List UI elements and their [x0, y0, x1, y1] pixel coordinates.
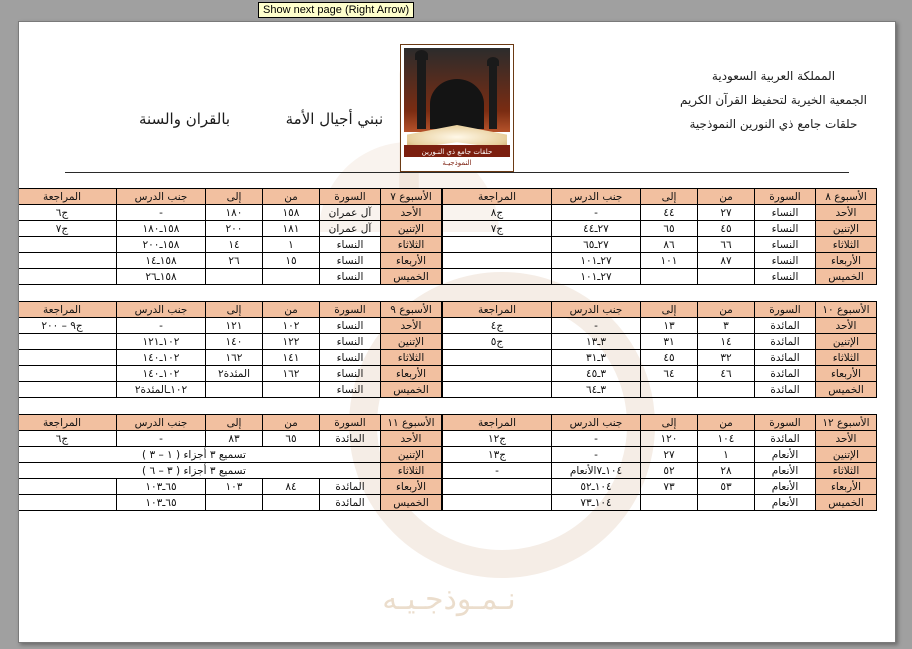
logo-band-bottom: النموذجيـة [404, 157, 510, 169]
table-row: الثلاثاء الأنعام ٢٨ ٥٢ ١٠٤ـ٧الأنعام - [443, 463, 877, 479]
week-label-9: الأسبوع ٩ [381, 302, 442, 318]
col-review: المراجعة [443, 189, 552, 205]
table-row: الأحد المائدة ٦٥ ٨٣ - ج٦ [18, 431, 442, 447]
document-page [18, 21, 896, 643]
col-to: إلى [206, 189, 263, 205]
col-sura: السورة [320, 415, 381, 431]
week-label-7: الأسبوع ٧ [381, 189, 442, 205]
table-row: الإتنين النساء ١٢٢ ١٤٠ ١٠٢ـ١٢١ [18, 334, 442, 350]
col-review: المراجعة [443, 302, 552, 318]
schedule-grid [37, 188, 877, 632]
slogan-left-part: نبني أجيال الأمة [285, 110, 384, 128]
schedule-row-1 [37, 188, 877, 285]
table-row: الإتنين المائدة ١٤ ٣١ ٣ـ١٣ ج٥ [443, 334, 877, 350]
slogan-right-part: بالقران والسنة [139, 110, 231, 128]
col-side-lesson: جنب الدرس [552, 302, 641, 318]
col-to: إلى [641, 189, 698, 205]
table-row: الأحد المائدة ١٠٤ ١٢٠ - ج١٢ [443, 431, 877, 447]
col-sura: السورة [755, 415, 816, 431]
week-label-8: الأسبوع ٨ [816, 189, 877, 205]
table-row: الإتنين تسميع ٣ أجزاء ( ١ – ٣ ) [18, 447, 442, 463]
col-from: من [698, 415, 755, 431]
col-side-lesson: جنب الدرس [552, 415, 641, 431]
table-row: الأربعاء الأنعام ٥٣ ٧٣ ١٠٤ـ٥٢ [443, 479, 877, 495]
col-sura: السورة [320, 189, 381, 205]
col-side-lesson: جنب الدرس [117, 189, 206, 205]
table-row: الثلاثاء النساء ٦٦ ٨٦ ٢٧ـ٦٥ [443, 237, 877, 253]
schedule-row-3 [37, 414, 877, 511]
col-sura: السورة [755, 189, 816, 205]
table-row: الثلاثاء المائدة ٣٢ ٤٥ ٣ـ٣١ [443, 350, 877, 366]
col-sura: السورة [320, 302, 381, 318]
col-side-lesson: جنب الدرس [117, 302, 206, 318]
col-review: المراجعة [443, 415, 552, 431]
logo-band-top: حلقات جامع ذي النـورين [404, 145, 510, 159]
table-row: الأربعاء النساء ١٦٢ المئدة٢ ١٠٢ـ١٤٠ [18, 366, 442, 382]
table-row: الخميس المائدة ٦٥ـ١٠٣ [18, 495, 442, 511]
table-row: الأربعاء النساء ١٥ ٢٦ ١٥٨ـ١٤ [18, 253, 442, 269]
org-line-3: حلقات جامع ذي النورين النموذجية [689, 117, 858, 131]
logo-minaret-left-icon [417, 59, 426, 129]
logo-dome-icon [430, 79, 484, 129]
table-row: الأحد المائدة ٣ ١٣ - ج٤ [443, 318, 877, 334]
col-to: إلى [641, 415, 698, 431]
week-label-10: الأسبوع ١٠ [816, 302, 877, 318]
week-table-7 [18, 188, 442, 285]
col-review: المراجعة [18, 189, 117, 205]
table-row: الخميس الأنعام ١٠٤ـ٧٣ [443, 495, 877, 511]
logo-minaret-right-icon [489, 65, 497, 129]
col-to: إلى [206, 302, 263, 318]
organization-block [680, 64, 867, 136]
col-to: إلى [641, 302, 698, 318]
table-row: الخميس النساء ٢٧ـ١٠١ [443, 269, 877, 285]
table-row: الخميس المائدة ٣ـ٦٤ [443, 382, 877, 398]
table-row: الثلاثاء النساء ١ ١٤ ١٥٨ـ٢٠٠ [18, 237, 442, 253]
col-from: من [263, 189, 320, 205]
table-row: الأربعاء النساء ٨٧ ١٠١ ٢٧ـ١٠١ [443, 253, 877, 269]
col-from: من [263, 415, 320, 431]
organization-logo [400, 44, 514, 172]
table-row: الأحد النساء ٢٧ ٤٤ - ج٨ [443, 205, 877, 221]
col-review: المراجعة [18, 302, 117, 318]
col-from: من [698, 302, 755, 318]
table-row: الأربعاء المائدة ٨٤ ١٠٣ ٦٥ـ١٠٣ [18, 479, 442, 495]
week-table-10 [442, 301, 877, 398]
table-row: الإتنين آل عمران ١٨١ ٢٠٠ ١٥٨ـ١٨٠ ج٧ [18, 221, 442, 237]
org-line-1: المملكة العربية السعودية [711, 69, 836, 83]
page-header [19, 22, 895, 170]
week-table-9 [18, 301, 442, 398]
table-row: الأربعاء المائدة ٤٦ ٦٤ ٣ـ٤٥ [443, 366, 877, 382]
org-line-2: الجمعية الخيرية لتحفيظ القرآن الكريم [679, 93, 867, 107]
week-table-8 [442, 188, 877, 285]
week-label-11: الأسبوع ١١ [381, 415, 442, 431]
schedule-row-2 [37, 301, 877, 398]
col-from: من [263, 302, 320, 318]
table-row: الإتنين الأنعام ١ ٢٧ - ج١٣ [443, 447, 877, 463]
table-row: الأحد آل عمران ١٥٨ ١٨٠ - ج٦ [18, 205, 442, 221]
week-table-12 [442, 414, 877, 511]
col-to: إلى [206, 415, 263, 431]
table-row: الإتنين النساء ٤٥ ٦٥ ٢٧ـ٤٤ ج٧ [443, 221, 877, 237]
table-row: الأحد النساء ١٠٢ ١٢١ - ج٩ – ٢٠٠ [18, 318, 442, 334]
next-page-tooltip: Show next page (Right Arrow) [258, 2, 414, 18]
col-side-lesson: جنب الدرس [117, 415, 206, 431]
col-side-lesson: جنب الدرس [552, 189, 641, 205]
col-review: المراجعة [18, 415, 117, 431]
table-row: الثلاثاء النساء ١٤١ ١٦٢ ١٠٢ـ١٤٠ [18, 350, 442, 366]
col-from: من [698, 189, 755, 205]
week-table-11 [18, 414, 442, 511]
table-row: الخميس النساء ١٥٨ـ٢٦ [18, 269, 442, 285]
slogan-block [139, 110, 383, 128]
week-label-12: الأسبوع ١٢ [816, 415, 877, 431]
header-divider [65, 172, 849, 173]
table-row: الثلاثاء تسميع ٣ أجزاء ( ٣ – ٦ ) [18, 463, 442, 479]
table-row: الخميس النساء ١٠٢ـالمئدة٢ [18, 382, 442, 398]
watermark-text: نـمـوذجـيـه [382, 582, 516, 617]
col-sura: السورة [755, 302, 816, 318]
